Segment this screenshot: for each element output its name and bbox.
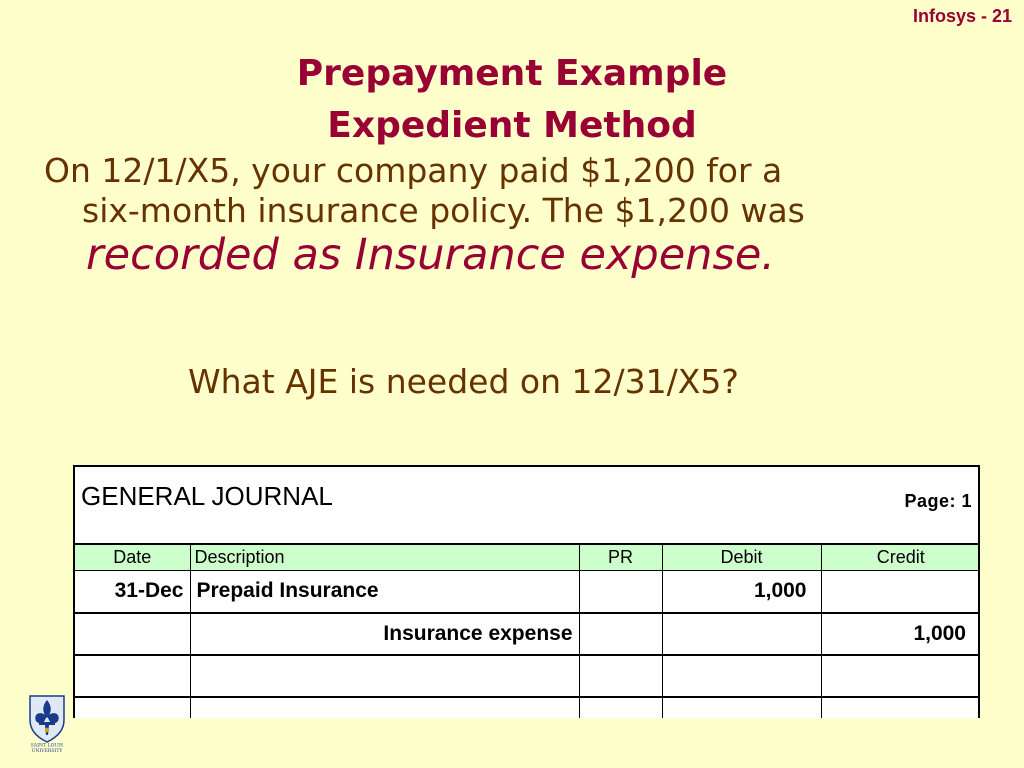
column-header-pr: PR — [579, 545, 662, 571]
cell-pr — [579, 571, 662, 613]
logo-text — [22, 742, 72, 754]
table-row — [75, 613, 980, 655]
cell-date — [75, 697, 190, 719]
cell-description — [190, 655, 579, 697]
journal-title: GENERAL JOURNAL — [81, 481, 333, 511]
general-journal — [73, 465, 980, 718]
cell-credit — [821, 655, 980, 697]
cell-credit — [821, 571, 980, 613]
cell-description: Prepaid Insurance — [190, 571, 579, 613]
table-row — [75, 655, 980, 697]
cell-debit — [662, 697, 821, 719]
journal-table — [75, 545, 980, 718]
problem-line-3: recorded as Insurance expense. — [86, 230, 775, 280]
question-text: What AJE is needed on 12/31/X5? — [188, 362, 739, 401]
table-row — [75, 571, 980, 613]
cell-debit — [662, 655, 821, 697]
cell-description: Insurance expense — [190, 613, 579, 655]
table-row — [75, 697, 980, 719]
slide-number-label: Infosys - 21 — [912, 6, 1012, 26]
problem-line-1: On 12/1/X5, your company paid $1,200 for a — [44, 151, 783, 190]
problem-statement — [44, 150, 1004, 280]
slide-title-line-2: Expedient Method — [327, 105, 697, 146]
column-header-description: Description — [190, 545, 579, 571]
problem-line-2: six-month insurance policy. The $1,200 was — [82, 191, 805, 230]
journal-column-headers — [75, 545, 980, 571]
cell-credit — [821, 697, 980, 719]
logo-text-line-1: SAINT LOUIS — [30, 743, 64, 749]
university-logo — [22, 690, 72, 754]
journal-page-label: Page: 1 — [904, 491, 972, 511]
journal-header — [75, 467, 978, 545]
cell-date: 31-Dec — [75, 571, 190, 613]
cell-debit — [662, 613, 821, 655]
slide-title-line-1: Prepayment Example — [296, 53, 728, 94]
cell-pr — [579, 613, 662, 655]
cell-date — [75, 655, 190, 697]
cell-debit: 1,000 — [662, 571, 821, 613]
cell-description — [190, 697, 579, 719]
cell-credit: 1,000 — [821, 613, 980, 655]
column-header-debit: Debit — [662, 545, 821, 571]
cell-pr — [579, 655, 662, 697]
column-header-credit: Credit — [821, 545, 980, 571]
logo-text-line-2: UNIVERSITY — [31, 749, 63, 754]
cell-pr — [579, 697, 662, 719]
column-header-date: Date — [75, 545, 190, 571]
cell-date — [75, 613, 190, 655]
